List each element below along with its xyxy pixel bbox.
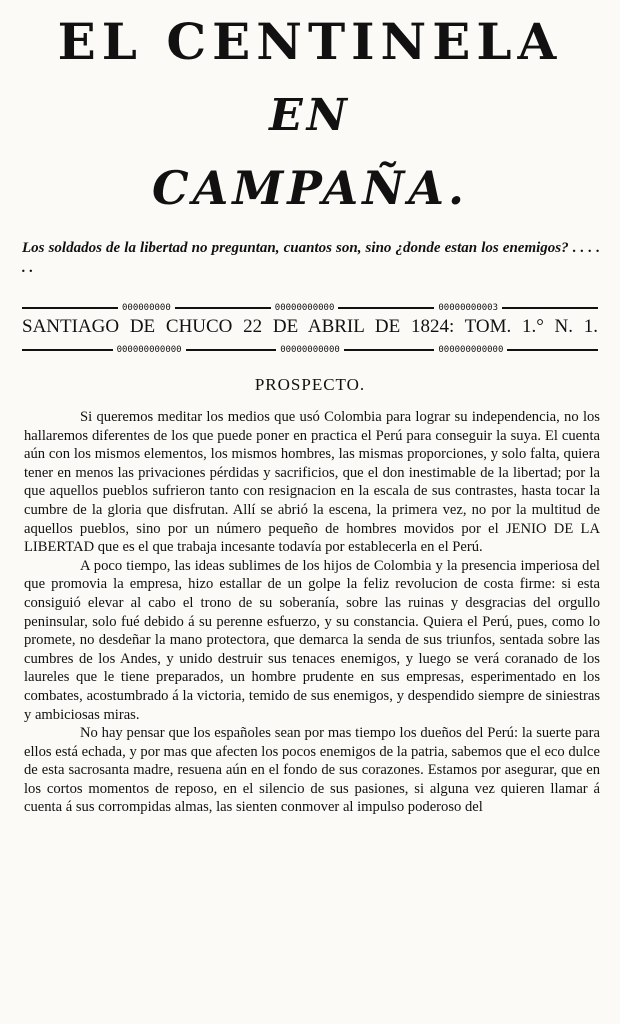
rule-ornament: 000000000000 xyxy=(438,345,504,355)
ornamental-rule-bottom xyxy=(22,344,598,356)
article-body xyxy=(24,408,600,817)
rule-segment xyxy=(186,349,277,351)
section-title: PROSPECTO. xyxy=(254,375,366,394)
rule-ornament: 00000000000 xyxy=(274,303,335,313)
masthead-title-line1: EL CENTINELA xyxy=(57,12,563,71)
motto: Los soldados de la libertad no preguntan, cuantos son, sino ¿donde estan los enemigos? . . . . . . xyxy=(22,240,600,276)
rule-segment xyxy=(507,349,598,351)
masthead-title-line2: EN xyxy=(269,90,351,141)
rule-ornament: 00000000003 xyxy=(438,303,498,313)
article-paragraph: A poco tiempo, las ideas sublimes de los hijos de Colombia y la presencia imperiosa del que promovia la empresa, hizo estallar de un golpe la feliz revolucion de costa firme: si esta consiguió elevar al cabo el trono de su soberanía, sobre las ruinas y desgracias del orgullo peninsular, solo fué debido á su perenne esfuerzo, y su constancia. Quiera el Perú, pues, como lo promete, no desdeñar la mano protectora, que demarca la senda de sus triunfos, sentada sobre las cumbres de los Andes, y unido destruir sus tenaces enemigos, y luego se verá coranado de los laureles que le tiene preparados, un hombre prudente en sus empresas, esperimentado en los combates, acostumbrado á la victoria, temido de sus enemigos, y despendido siempre de siniestras y ambiciosas miras. xyxy=(24,557,600,723)
article-paragraph: Si queremos meditar los medios que usó Colombia para lograr su independencia, no los hallaremos diferentes de los que puede poner en practica el Perú para conseguir la suya. El cuenta aún con los mismos elementos, los mismos hombres, las mismas proporciones, y solo falta, quiera tener en menos las privaciones pérdidas y sacrificios, que el don inestimable de la libertad; por la que aquellos pueblos sufrieron tanto con resignacion en la escala de sus contrastes, hasta tocar la cumbre de la gloria que disfrutan. Allí se abrió la escena, la primera vez, no por la multitud de aquellos pueblos, sino por un número pequeño de hombres movidos por el JENIO DE LA LIBERTAD que es el que trabaja incesante todavía por establecerla en el Perú. xyxy=(24,409,600,556)
rule-segment xyxy=(175,307,271,309)
rule-segment xyxy=(22,349,113,351)
rule-segment xyxy=(502,307,598,309)
ornamental-rule-top xyxy=(22,302,598,314)
rule-ornament: 000000000 xyxy=(122,303,171,313)
rule-segment xyxy=(344,349,435,351)
masthead-title-line3: CAMPAÑA. xyxy=(152,161,468,215)
rule-ornament: 000000000000 xyxy=(116,345,182,355)
dateline: SANTIAGO DE CHUCO 22 DE ABRIL DE 1824: TOM. 1.° N. 1. xyxy=(22,316,598,337)
rule-segment xyxy=(22,307,118,309)
rule-ornament: 00000000000 xyxy=(280,345,340,355)
rule-segment xyxy=(338,307,434,309)
article-paragraph: No hay pensar que los españoles sean por mas tiempo los dueños del Perú: la suerte para ellos está echada, y por mas que afecten los pocos enemigos de la patria, sabemos que el eco dulce de esta sacrosanta madre, resuena aún en el fondo de sus corazones. Estamos por asegurar, que en los cortos momentos de reposo, en el silencio de sus pasiones, si alguna vez quieren llamar á cuenta á sus corrompidas almas, las sienten conmover al impulso poderoso del xyxy=(24,725,600,816)
